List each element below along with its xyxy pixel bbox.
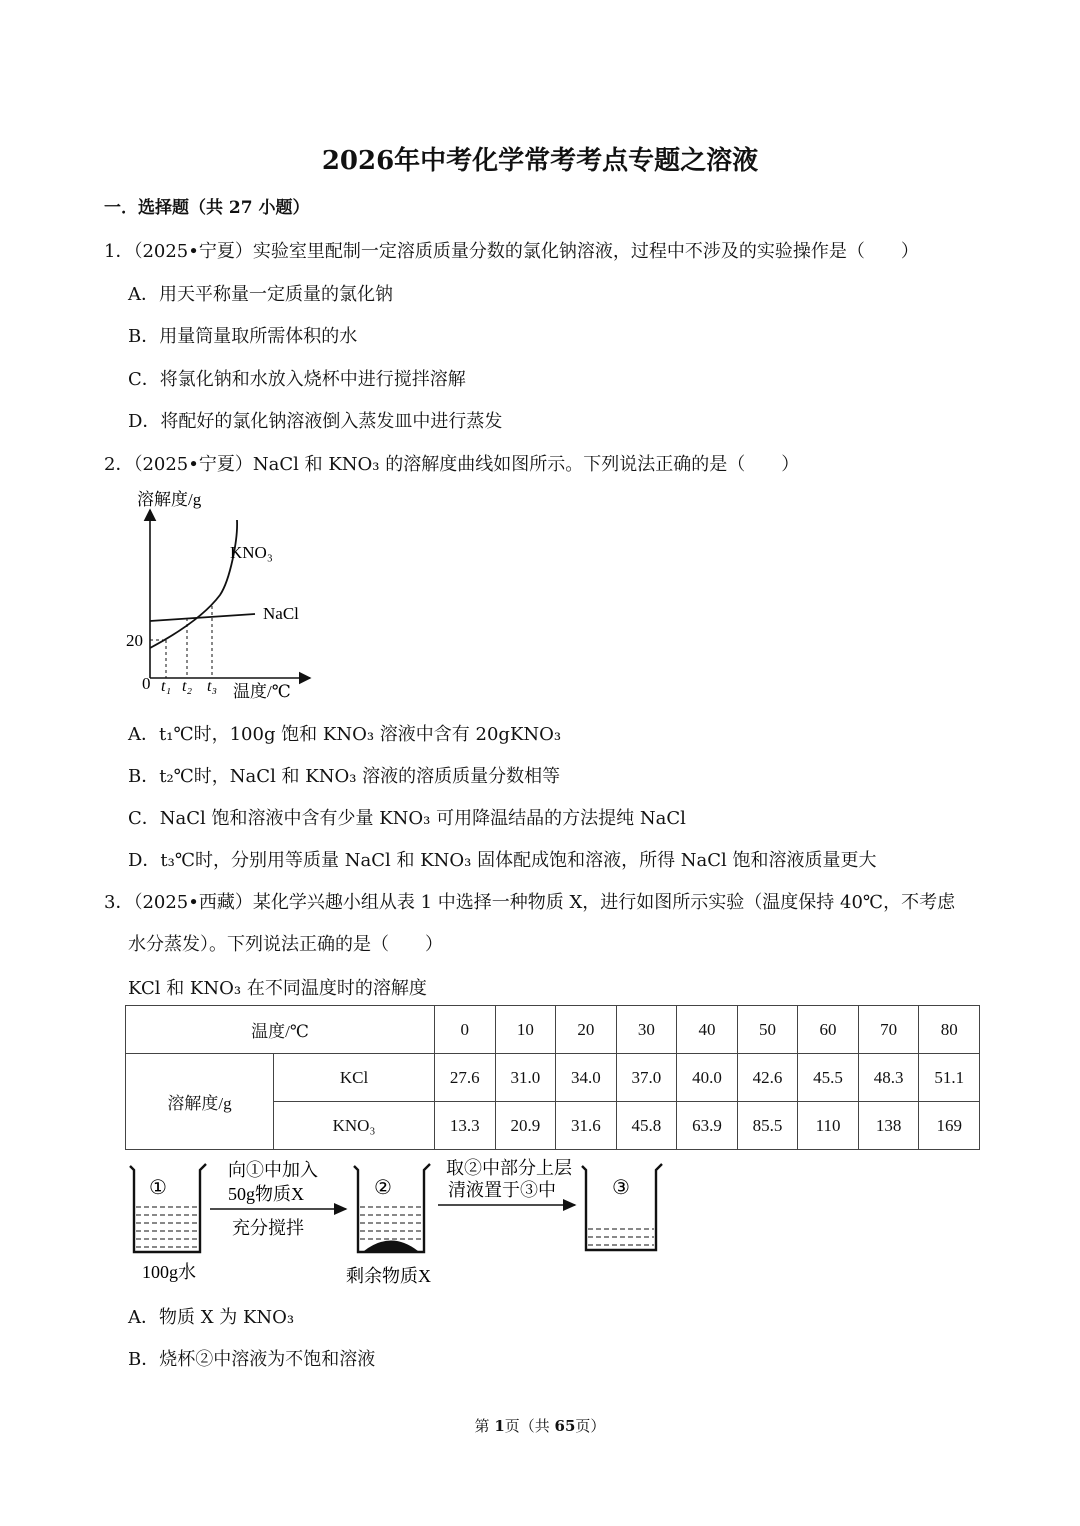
value-cell: 31.6 (556, 1102, 617, 1150)
solubility-table (125, 1005, 980, 1150)
solubility-curve-chart (120, 480, 320, 705)
experiment-diagram (120, 1152, 680, 1290)
step-1-line-3: 充分搅拌 (232, 1218, 304, 1238)
section-heading: 一．选择题（共 27 小题） (104, 198, 310, 218)
table-header-row (126, 1006, 980, 1054)
substance-cell: KCl (274, 1054, 435, 1102)
value-cell: 13.3 (435, 1102, 496, 1150)
beaker-2-label: ② (374, 1177, 392, 1199)
chart-x-tick-t3: t₃ (207, 678, 218, 695)
question-3-option-b: B．烧杯②中溶液为不饱和溶液 (128, 1349, 376, 1370)
step-2-line-2: 清液置于③中 (448, 1180, 556, 1200)
chart-y-tick: 20 (126, 631, 143, 650)
kno3-series-label: KNO₃ (230, 543, 273, 562)
footer-middle: 页（共 (504, 1417, 555, 1435)
temp-cell: 50 (737, 1006, 798, 1054)
temp-cell: 30 (616, 1006, 677, 1054)
question-2-option-a: A．t₁℃时，100g 饱和 KNO₃ 溶液中含有 20gKNO₃ (128, 724, 562, 745)
question-2-option-b: B．t₂℃时，NaCl 和 KNO₃ 溶液的溶质质量分数相等 (128, 766, 561, 787)
beaker-2-solution (360, 1207, 422, 1239)
value-cell: 34.0 (556, 1054, 617, 1102)
footer-suffix: 页） (575, 1417, 606, 1435)
temp-cell: 80 (919, 1006, 980, 1054)
temp-cell: 10 (495, 1006, 556, 1054)
page-footer (0, 1415, 1080, 1436)
nacl-series-label: NaCl (263, 604, 299, 623)
value-cell: 63.9 (677, 1102, 738, 1150)
beaker-3-solution (588, 1229, 654, 1245)
step-1-line-2: 50g物质X (228, 1184, 304, 1204)
footer-total-pages: 65 (554, 1417, 576, 1435)
value-cell: 31.0 (495, 1054, 556, 1102)
value-cell: 45.5 (798, 1054, 859, 1102)
value-cell: 42.6 (737, 1054, 798, 1102)
question-1-stem: 1．（2025•宁夏）实验室里配制一定溶质质量分数的氯化钠溶液，过程中不涉及的实验操作是（ ） (104, 241, 919, 262)
step-2-line-1: 取②中部分上层 (446, 1158, 572, 1178)
value-cell: 37.0 (616, 1054, 677, 1102)
beaker-1-water (136, 1207, 198, 1247)
temp-cell: 70 (858, 1006, 919, 1054)
substance-cell: KNO₃ (274, 1102, 435, 1150)
value-cell: 138 (858, 1102, 919, 1150)
footer-prefix: 第 (474, 1417, 495, 1435)
question-3-option-a: A．物质 X 为 KNO₃ (128, 1307, 295, 1328)
chart-x-tick-t1: t₁ (161, 678, 172, 695)
beaker-1-caption: 100g水 (142, 1262, 196, 1282)
question-1-option-a: A．用天平称量一定质量的氯化钠 (128, 284, 393, 305)
beaker-3-label: ③ (612, 1177, 630, 1199)
value-cell: 48.3 (858, 1054, 919, 1102)
question-2-option-c: C．NaCl 饱和溶液中含有少量 KNO₃ 可用降温结晶的方法提纯 NaCl (128, 808, 686, 829)
residue-solid-icon (364, 1241, 418, 1252)
table-row-kcl (126, 1054, 980, 1102)
question-2-option-d: D．t₃℃时，分别用等质量 NaCl 和 KNO₃ 固体配成饱和溶液，所得 NaCl 饱和溶液质量更大 (128, 850, 877, 871)
nacl-line (150, 614, 255, 621)
question-3-stem-line1: 3．（2025•西藏）某化学兴趣小组从表 1 中选择一种物质 X，进行如图所示实验（温度保持 40℃，不考虑 (104, 892, 956, 913)
question-1-option-d: D．将配好的氯化钠溶液倒入蒸发皿中进行蒸发 (128, 411, 503, 432)
value-cell: 40.0 (677, 1054, 738, 1102)
question-2-stem: 2．（2025•宁夏）NaCl 和 KNO₃ 的溶解度曲线如图所示。下列说法正确的是（ ） (104, 454, 800, 475)
temp-cell: 60 (798, 1006, 859, 1054)
chart-ylabel: 溶解度/g (137, 490, 202, 509)
value-cell: 110 (798, 1102, 859, 1150)
value-cell: 45.8 (616, 1102, 677, 1150)
beaker-2-caption: 剩余物质X (346, 1266, 431, 1286)
temp-cell: 40 (677, 1006, 738, 1054)
question-1-option-b: B．用量筒量取所需体积的水 (128, 326, 358, 347)
question-1-option-c: C．将氯化钠和水放入烧杯中进行搅拌溶解 (128, 369, 466, 390)
kno3-curve (150, 520, 237, 648)
step-1-line-1: 向①中加入 (228, 1160, 318, 1180)
value-cell: 27.6 (435, 1054, 496, 1102)
table-caption: KCl 和 KNO₃ 在不同温度时的溶解度 (128, 978, 427, 999)
page-title: 2026年中考化学常考考点专题之溶液 (321, 146, 759, 176)
temp-cell: 20 (556, 1006, 617, 1054)
solubility-group-cell: 溶解度/g (126, 1054, 274, 1150)
beaker-1-label: ① (149, 1177, 167, 1199)
footer-page-number: 1 (494, 1417, 505, 1435)
temp-header-cell: 温度/℃ (126, 1006, 435, 1054)
value-cell: 85.5 (737, 1102, 798, 1150)
value-cell: 51.1 (919, 1054, 980, 1102)
chart-xlabel: 温度/℃ (233, 682, 291, 701)
chart-x-tick-t2: t₂ (182, 678, 193, 695)
chart-origin: 0 (142, 674, 151, 693)
value-cell: 169 (919, 1102, 980, 1150)
value-cell: 20.9 (495, 1102, 556, 1150)
question-3-stem-line2: 水分蒸发）。下列说法正确的是（ ） (128, 934, 443, 955)
temp-cell: 0 (435, 1006, 496, 1054)
